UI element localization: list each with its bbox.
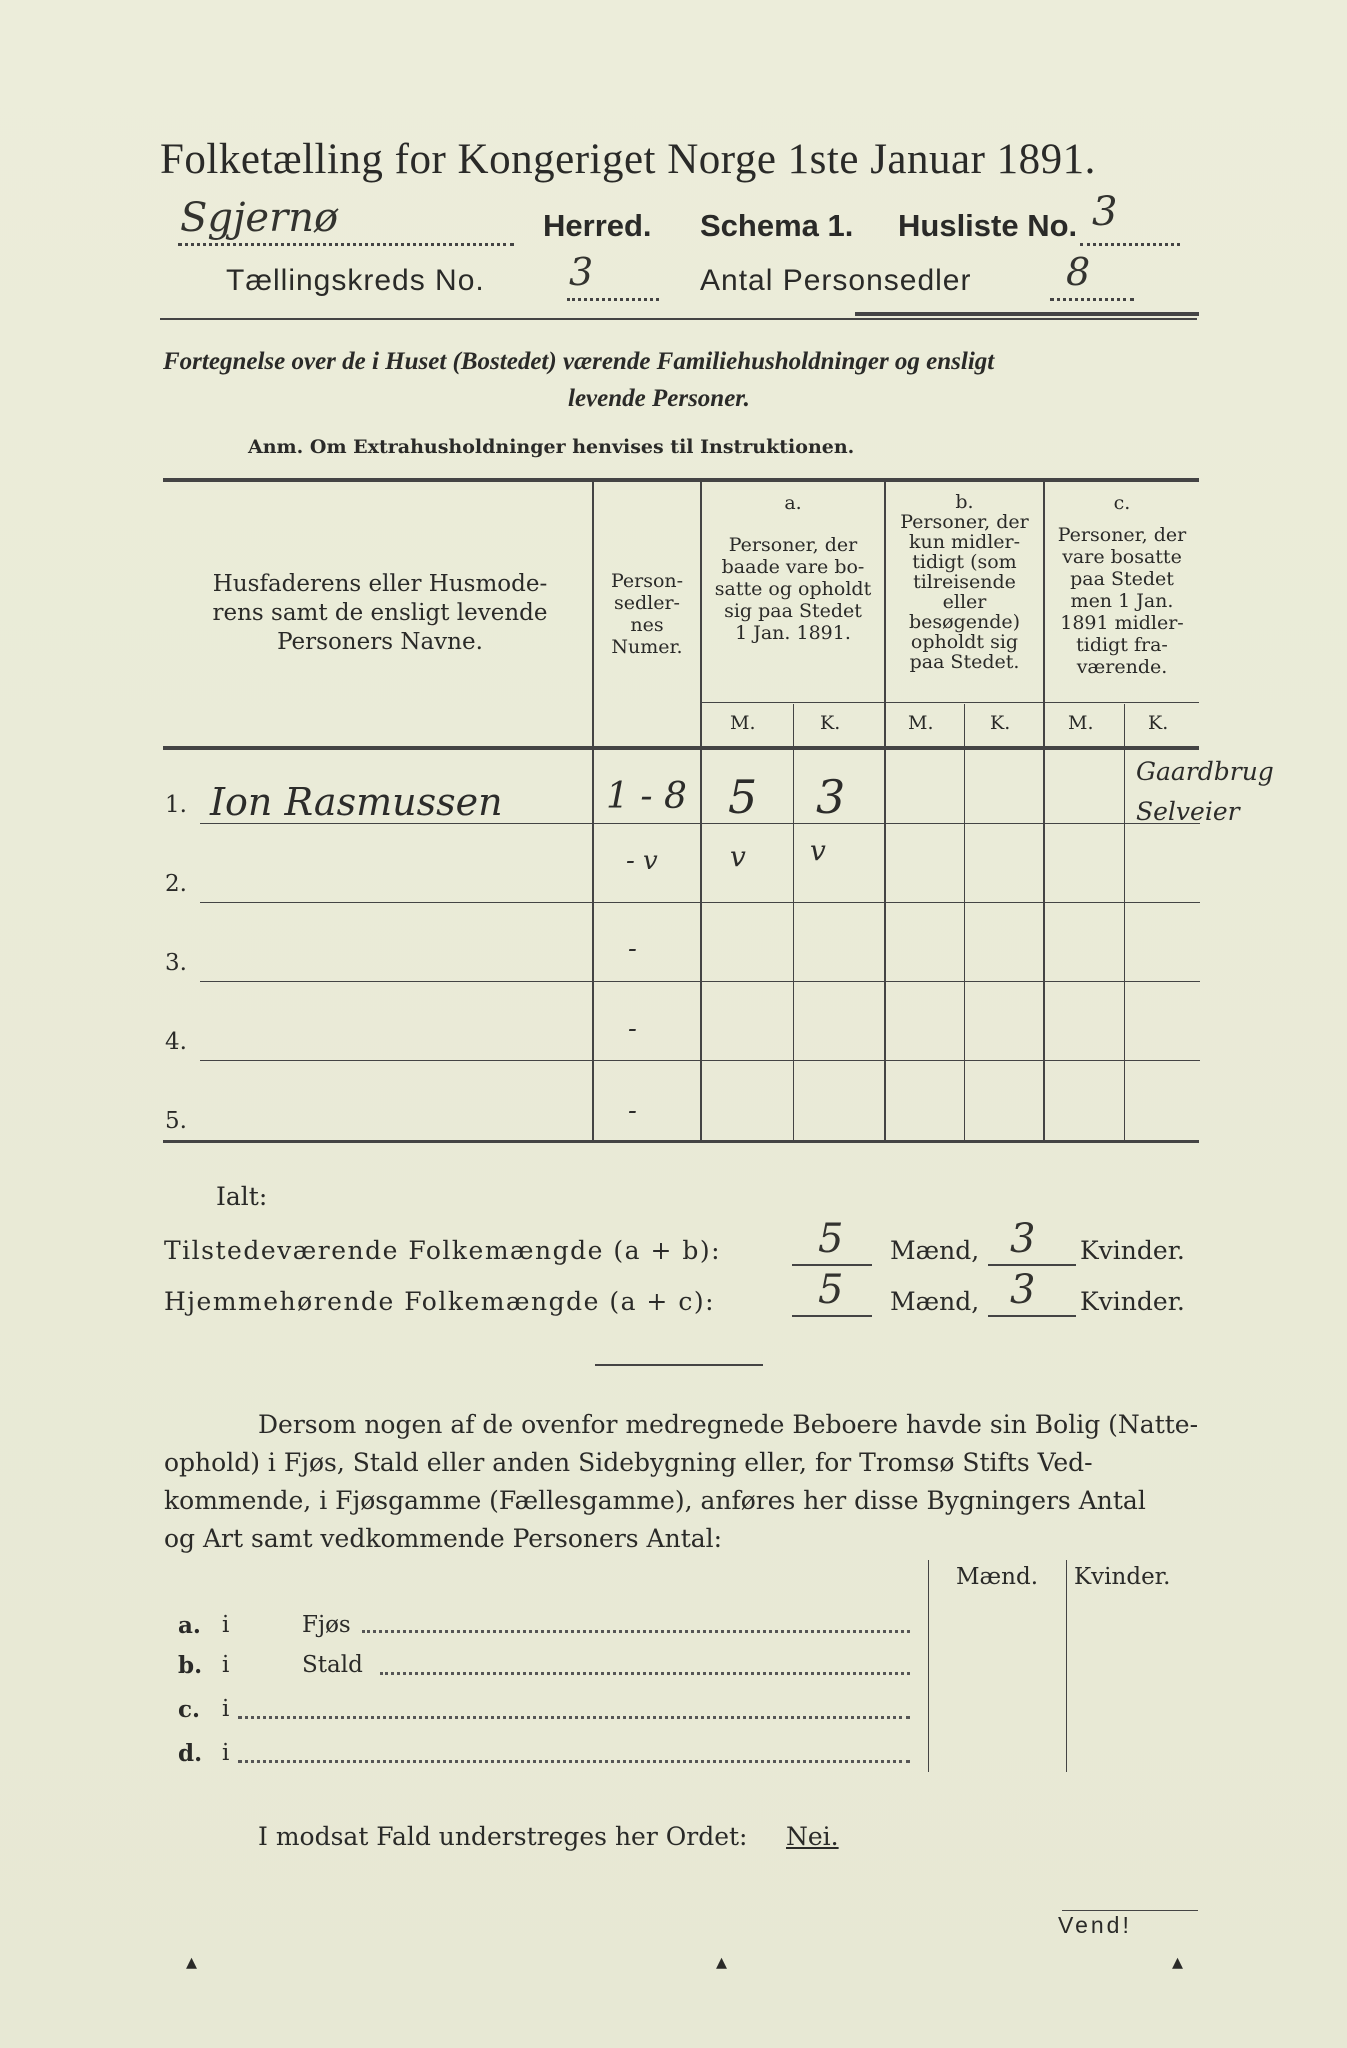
col-header-numer-line: sedler- [614,592,680,614]
row-rule [200,981,1200,982]
mk-divider [793,704,794,1142]
row-number: 3. [165,950,187,976]
col-header-a-line: 1 Jan. 1891. [735,622,851,644]
row-numer: - v [626,846,658,876]
col-b-m: M. [908,712,934,734]
building-dots [238,1716,910,1719]
hjemme-k-field [988,1267,1076,1317]
hjemme-m-field [792,1267,872,1317]
col-header-b-line: kun midler- [908,531,1021,553]
buildings-col-divider [1066,1560,1067,1772]
nei-word: Nei. [786,1822,839,1851]
row-numer: - [628,1096,637,1126]
col-header-b-line: tidigt (som [912,551,1017,573]
registration-mark: ▴ [186,1950,198,1975]
row-note: Gaardbrug Selveier [1136,757,1274,826]
col-header-name-line: rens samt de ensligt levende [212,600,548,626]
row-number: 2. [165,871,187,897]
header-divider [160,318,1197,320]
building-i: i [222,1612,230,1638]
herred-label: Herred. [543,208,652,243]
col-header-numer-line: Numer. [611,636,683,658]
intro-line-1: Fortegnelse over de i Huset (Bostedet) værende Familiehusholdninger og ensligt [163,348,995,375]
building-i: i [222,1652,230,1678]
col-header-b [886,492,1043,672]
col-header-a-line: sig paa Stedet [724,600,862,622]
hjemme-m-value: 5 [818,1267,844,1313]
col-header-a-letter: a. [784,492,802,514]
antal-value: 8 [1066,250,1091,294]
row-numer: - [628,934,637,964]
building-dots [362,1630,910,1633]
col-header-name [180,570,580,657]
col-header-b-line: besøgende) [908,611,1021,633]
col-header-b-line: Personer, der [900,511,1029,533]
tilstede-m-field [792,1216,872,1266]
row-a-m: v [730,840,746,873]
col-header-b-line: eller [942,591,987,613]
col-header-c [1045,492,1199,678]
registration-mark: ▴ [1172,1950,1184,1975]
row-number: 5. [165,1108,187,1134]
form-title: Folketælling for Kongeriget Norge 1ste Januar 1891. [160,136,1096,183]
row-numer: - [628,1014,637,1044]
buildings-col-divider [928,1560,929,1772]
schema-label: Schema 1. [700,208,854,243]
row-number: 1. [165,792,187,818]
maend-label: Mænd, [890,1236,980,1265]
building-dots [238,1760,910,1763]
herred-value: Sgjernø [180,195,339,241]
husliste-label: Husliste No. [898,208,1078,243]
col-header-b-line: tilreisende [913,571,1016,593]
col-header-c-letter: c. [1113,492,1131,514]
row-a-k: 3 [816,770,846,824]
col-header-b-letter: b. [955,491,974,513]
kvinder-label: Kvinder. [1080,1287,1185,1316]
col-header-a-line: satte og opholdt [714,578,872,600]
col-header-c-line: paa Stedet [1070,568,1174,590]
buildings-kvinder-header: Kvinder. [1074,1564,1171,1590]
hjemme-label: Hjemmehørende Folkemængde (a + c): [164,1287,715,1316]
kreds-field [567,250,659,301]
tilstede-label: Tilstedeværende Folkemængde (a + b): [164,1236,722,1265]
col-header-a-line: baade vare bo- [721,556,865,578]
col-a-m: M. [730,712,756,734]
col-header-c-line: tidigt fra- [1076,634,1168,656]
section-divider [595,1364,763,1366]
antal-label: Antal Personsedler [700,264,972,297]
paragraph-line-1: Dersom nogen af de ovenfor medregnede Beboere havde sin Bolig (Natte- [258,1410,1199,1439]
building-letter: b. [178,1652,203,1679]
col-header-a-line: Personer, der [728,534,858,556]
kreds-label: Tællingskreds No. [226,264,485,297]
antal-field [1050,250,1134,301]
row-rule [200,1060,1200,1061]
col-header-b-line: paa Stedet. [909,651,1020,673]
building-letter: d. [178,1740,203,1767]
registration-mark: ▴ [716,1950,728,1975]
modsat-label: I modsat Fald understreges her Ordet: [258,1822,748,1851]
col-header-a [702,492,884,644]
col-header-name-line: Husfaderens eller Husmode- [212,571,548,597]
building-label: Stald [302,1652,363,1678]
buildings-maend-header: Mænd. [956,1564,1039,1590]
tilstede-k-value: 3 [1010,1216,1036,1262]
ialt-label: Ialt: [216,1182,268,1211]
building-letter: a. [178,1612,201,1639]
col-header-numer [594,570,700,658]
intro-line-2: levende Personer. [568,385,750,412]
mk-divider [1124,704,1125,1142]
anm-note: Anm. Om Extrahusholdninger henvises til Instruktionen. [248,436,855,458]
hjemme-k-value: 3 [1010,1267,1036,1313]
col-header-c-line: men 1 Jan. [1070,590,1174,612]
col-header-b-line: opholdt sig [910,631,1019,653]
header-divider-bold [855,312,1199,316]
col-c-m: M. [1068,712,1094,734]
kreds-value: 3 [569,250,594,294]
maend-label: Mænd, [890,1287,980,1316]
vend-label: Vend! [1058,1912,1132,1938]
col-header-name-line: Personers Navne. [277,629,483,655]
col-a-k: K. [820,712,841,734]
col-header-c-line: værende. [1076,656,1168,678]
tilstede-k-field [988,1216,1076,1266]
vend-rule [1062,1910,1198,1911]
mk-header-rule [702,702,1199,703]
col-header-c-line: 1891 midler- [1060,612,1184,634]
tilstede-m-value: 5 [818,1216,844,1262]
building-dots [380,1672,910,1675]
col-c-k: K. [1148,712,1169,734]
building-letter: c. [178,1696,201,1723]
col-header-c-line: Personer, der [1057,524,1187,546]
building-label: Fjøs [302,1612,351,1638]
mk-divider [964,704,965,1142]
husliste-field [1080,189,1180,246]
row-numer: 1 - 8 [606,776,687,817]
row-a-k: v [810,834,826,867]
paragraph-line-4: og Art samt vedkommende Personers Antal: [164,1524,723,1553]
row-name: Ion Rasmussen [210,780,503,824]
row-rule [200,902,1200,903]
row-a-m: 5 [728,770,758,824]
husliste-value: 3 [1092,189,1118,235]
row-number: 4. [165,1029,187,1055]
paragraph-line-3: kommende, i Fjøsgamme (Fællesgamme), anføres her disse Bygningers Antal [164,1486,1146,1515]
col-header-numer-line: nes [630,614,664,636]
kvinder-label: Kvinder. [1080,1236,1185,1265]
col-header-c-line: vare bosatte [1062,546,1182,568]
paragraph-line-2: ophold) i Fjøs, Stald eller anden Sidebygning eller, for Tromsø Stifts Ved- [164,1448,1093,1477]
col-header-numer-line: Person- [610,570,684,592]
building-i: i [222,1696,230,1722]
herred-field [178,195,514,246]
col-b-k: K. [990,712,1011,734]
building-i: i [222,1740,230,1766]
